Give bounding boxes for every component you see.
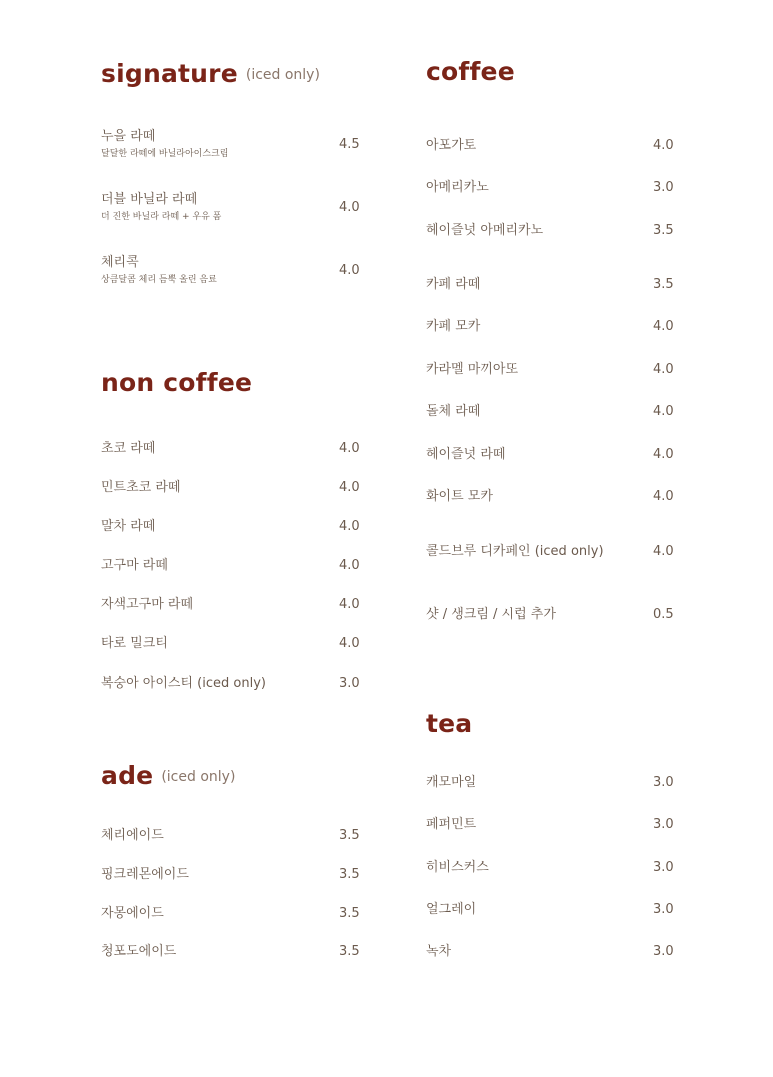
- item-name: 핑크레몬에이드: [101, 867, 189, 882]
- item-price: 4.0: [653, 489, 674, 504]
- item-name: 얼그레이: [426, 902, 477, 917]
- menu-item: [426, 544, 676, 562]
- item-name: 더블 바닐라 라떼: [101, 192, 198, 207]
- item-price: 3.5: [339, 906, 360, 921]
- item-price: 3.0: [653, 902, 674, 917]
- item-name: 헤이즐넛 아메리카노: [426, 223, 544, 238]
- menu-item: [101, 480, 363, 498]
- non-coffee-heading: [101, 369, 252, 397]
- non-coffee-title: non coffee: [101, 368, 253, 397]
- item-name: 페퍼민트: [426, 817, 477, 832]
- menu-item: [426, 447, 676, 465]
- item-name: 복숭아 아이스티 (iced only): [101, 676, 266, 691]
- item-name: 체리콕: [101, 255, 139, 270]
- item-price: 4.5: [339, 137, 360, 152]
- item-name: 타로 밀크티: [101, 636, 168, 651]
- item-name: 말차 라떼: [101, 519, 156, 534]
- item-name: 민트초코 라떼: [101, 480, 181, 495]
- item-name: 아메리카노: [426, 180, 489, 195]
- item-price: 4.0: [339, 636, 360, 651]
- item-price: 4.0: [653, 404, 674, 419]
- menu-item: [426, 860, 676, 878]
- menu-item: [426, 362, 676, 380]
- menu-item: [426, 319, 676, 337]
- coffee-heading: [426, 58, 515, 86]
- menu-item: [101, 944, 363, 962]
- item-name: 캐모마일: [426, 775, 477, 790]
- menu-item: [426, 902, 676, 920]
- menu-item: [426, 277, 676, 295]
- menu-item: [426, 817, 676, 835]
- coffee-title: coffee: [426, 57, 515, 86]
- signature-title: signature: [101, 59, 238, 88]
- item-name: 카페 모카: [426, 319, 481, 334]
- item-name: 고구마 라떼: [101, 558, 168, 573]
- item-name: 콜드브루 디카페인 (iced only): [426, 544, 604, 559]
- item-name: 히비스커스: [426, 860, 489, 875]
- menu-item: [426, 138, 676, 156]
- item-name: 카페 라떼: [426, 277, 481, 292]
- item-name: 자색고구마 라떼: [101, 597, 194, 612]
- item-price: 4.0: [653, 447, 674, 462]
- item-name: 자몽에이드: [101, 906, 164, 921]
- menu-item: [101, 558, 363, 576]
- item-price: 3.0: [653, 775, 674, 790]
- item-price: 4.0: [339, 200, 360, 215]
- item-price: 3.5: [339, 828, 360, 843]
- item-name: 돌체 라떼: [426, 404, 481, 419]
- menu-item: [101, 867, 363, 885]
- item-price: 4.0: [339, 558, 360, 573]
- item-price: 0.5: [653, 607, 674, 622]
- item-price: 4.0: [653, 138, 674, 153]
- item-price: 3.5: [339, 867, 360, 882]
- menu-item: [426, 607, 676, 625]
- menu-item: [426, 775, 676, 793]
- item-name: 카라멜 마끼아또: [426, 362, 519, 377]
- item-price: 3.5: [653, 223, 674, 238]
- item-description: 더 진한 바닐라 라떼 + 우유 폼: [101, 212, 222, 222]
- menu-item: [101, 676, 363, 694]
- ade-title: ade: [101, 761, 154, 790]
- item-price: 4.0: [653, 362, 674, 377]
- item-price: 4.0: [653, 544, 674, 559]
- item-price: 3.0: [653, 860, 674, 875]
- signature-note: (iced only): [245, 67, 320, 83]
- menu-item: [426, 489, 676, 507]
- item-name: 헤이즐넛 라떼: [426, 447, 506, 462]
- menu-item: [426, 404, 676, 422]
- tea-heading: [426, 710, 472, 738]
- menu-item: [101, 828, 363, 846]
- item-name: 체리에이드: [101, 828, 164, 843]
- menu-item: [101, 906, 363, 924]
- item-price: 3.0: [653, 817, 674, 832]
- item-price: 3.0: [653, 180, 674, 195]
- ade-note: (iced only): [161, 769, 236, 785]
- item-price: 3.0: [653, 944, 674, 959]
- item-price: 4.0: [653, 319, 674, 334]
- tea-title: tea: [426, 709, 473, 738]
- item-price: 3.5: [339, 944, 360, 959]
- menu-item: [426, 180, 676, 198]
- ade-heading: [101, 762, 235, 791]
- menu-item: [426, 944, 676, 962]
- item-price: 4.0: [339, 441, 360, 456]
- menu-item: [101, 129, 363, 161]
- menu-item: [101, 597, 363, 615]
- item-name: 아포가토: [426, 138, 477, 153]
- item-name: 누을 라떼: [101, 129, 156, 144]
- item-price: 3.5: [653, 277, 674, 292]
- item-price: 4.0: [339, 519, 360, 534]
- menu-item: [101, 255, 363, 287]
- item-name: 청포도에이드: [101, 944, 177, 959]
- item-name: 샷 / 생크림 / 시럽 추가: [426, 607, 556, 622]
- item-name: 화이트 모카: [426, 489, 493, 504]
- item-price: 3.0: [339, 676, 360, 691]
- item-name: 녹차: [426, 944, 452, 959]
- menu-item: [426, 223, 676, 241]
- menu-item: [101, 192, 363, 224]
- menu-item: [101, 636, 363, 654]
- item-name: 초코 라떼: [101, 441, 156, 456]
- item-price: 4.0: [339, 263, 360, 278]
- item-price: 4.0: [339, 480, 360, 495]
- menu-item: [101, 441, 363, 459]
- menu-item: [101, 519, 363, 537]
- item-description: 상큼달콤 체리 듬뿍 올린 음료: [101, 275, 217, 285]
- signature-heading: [101, 60, 320, 89]
- item-description: 달달한 라떼에 바닐라아이스크림: [101, 149, 229, 159]
- item-price: 4.0: [339, 597, 360, 612]
